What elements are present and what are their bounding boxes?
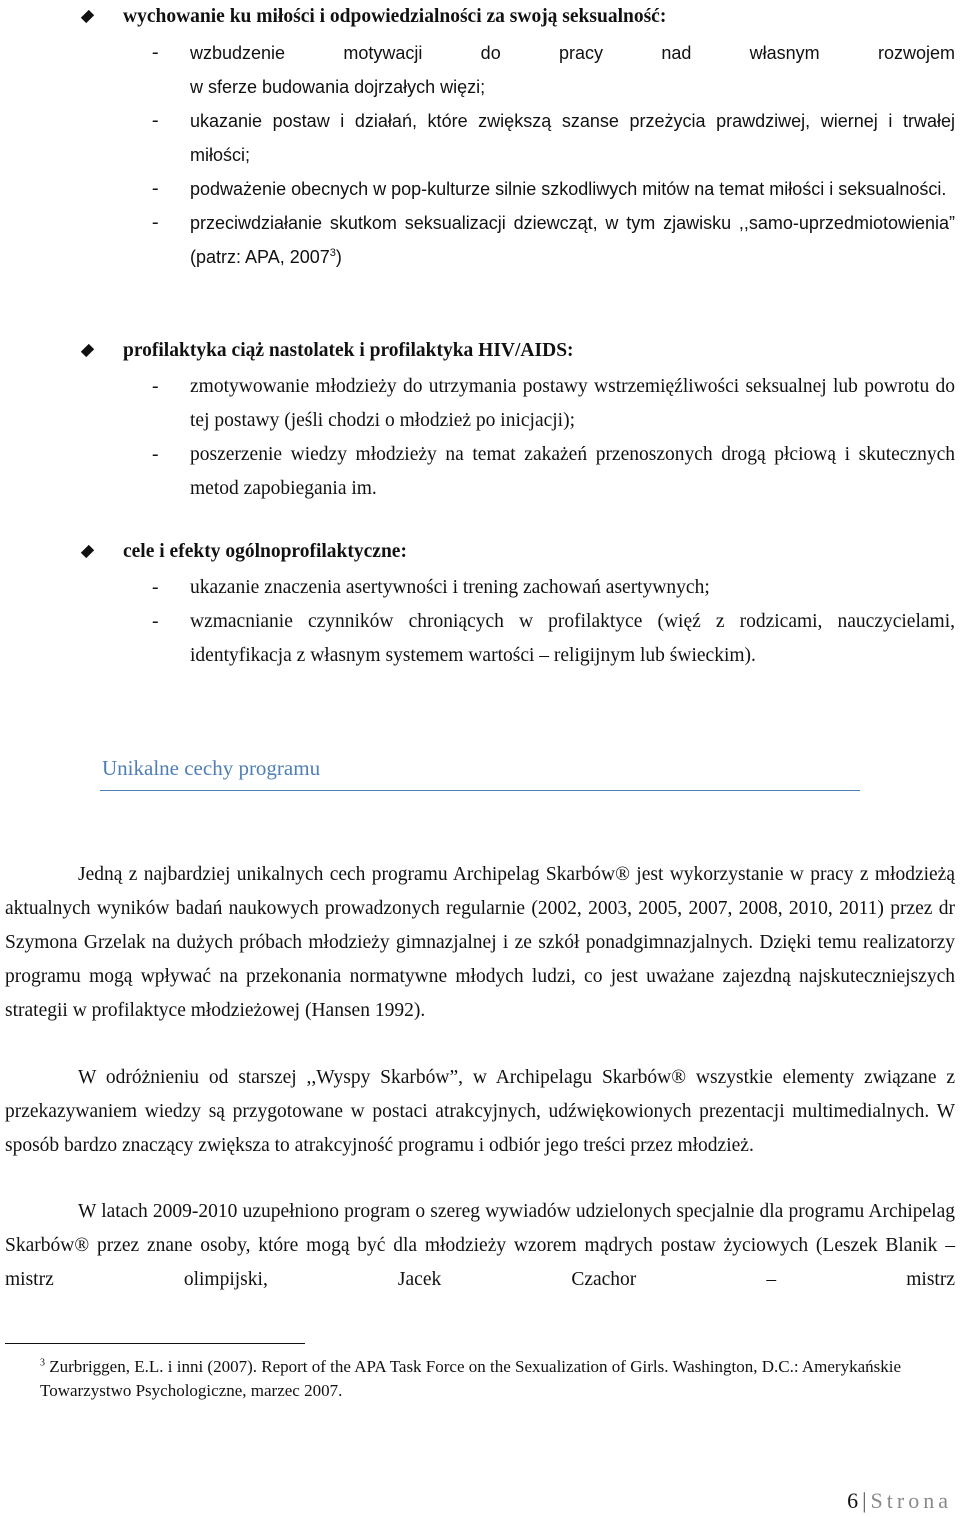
diamond-bullet-icon — [81, 344, 94, 357]
list-item-text-continued: w sferze budowania dojrzałych więzi; — [190, 77, 486, 97]
list-item-text: podważenie obecnych w pop-kulturze silnie szkodliwych mitów na temat miłości i seksualności. — [190, 179, 947, 199]
list-item-text: wzmacnianie czynników chroniących w profilaktyce (więź z rodzicami, nauczycielami, identyfikacja z własnym systemem wartości – religijnym lub świeckim). — [190, 611, 955, 666]
list-item — [152, 104, 955, 172]
footnote-reference[interactable]: 3 — [329, 247, 336, 259]
paragraph-text: W latach 2009-2010 uzupełniono program o szereg wywiadów udzielonych specjalnie dla programu Archipelag Skarbów® przez znane osoby, które mogą być dla młodzieży wzorem mądrych postaw życiowych (Leszek Blanik – mistrz olimpijski, Jacek Czachor – mistrz — [5, 1201, 955, 1290]
list-item — [152, 206, 955, 274]
section-heading: wychowanie ku miłości i odpowiedzialności za swoją seksualność: — [123, 6, 667, 27]
list-item — [152, 172, 955, 206]
list-dash: - — [152, 611, 159, 632]
footnote-number: 3 — [40, 1357, 45, 1369]
list-dash: - — [152, 212, 159, 233]
footnote-text: Zurbriggen, E.L. i inni (2007). Report of the APA Task Force on the Sexualization of Girls. Washington, D.C.: Amerykańskie Towarzystwo Psychologiczne, marzec 2007. — [40, 1357, 901, 1400]
list-dash: - — [152, 376, 159, 397]
section-heading-row — [0, 537, 960, 571]
body-paragraph — [5, 1195, 955, 1297]
list-dash: - — [152, 178, 159, 199]
section-profilaktyka-ciaz — [0, 336, 960, 506]
list-item-text-main: przeciwdziałanie skutkom seksualizacji dziewcząt, w tym zjawisku ,,samo-uprzedmiotowienia” (patrz: APA, 2007 — [190, 213, 955, 267]
paragraph-text: Jedną z najbardziej unikalnych cech programu Archipelag Skarbów® jest wykorzystanie w pracy z młodzieżą aktualnych wyników badań naukowych prowadzonych regularnie (2002, 2003, 2005, 2007, 2008, 2010, 2011) przez dr Szymona Grzelak na dużych próbach młodzieży gimnazjalnej i ze szkół ponadgimnazjalnych. Dzięki temu realizatorzy programu mogą wpływać na przekonania normatywne młodych ludzi, co jest uważane zajezdną najskuteczniejszych strategii w profilaktyce młodzieżowej (Hansen 1992). — [5, 864, 955, 1021]
body-paragraph — [5, 1061, 955, 1163]
page-number: 6 — [847, 1488, 859, 1513]
list-dash: - — [152, 444, 159, 465]
list-item-text: ukazanie znaczenia asertywności i trening zachowań asertywnych; — [190, 577, 710, 598]
heading-underline — [100, 790, 860, 791]
list-dash: - — [152, 577, 159, 598]
list-item — [152, 370, 955, 438]
section-wychowanie — [0, 2, 960, 274]
body-paragraph — [5, 858, 955, 1028]
section-heading-row — [0, 2, 960, 36]
page-footer — [847, 1488, 952, 1514]
list-dash: - — [152, 42, 159, 63]
section-heading-row — [0, 336, 960, 370]
list-item-text — [190, 206, 955, 274]
list-item-text: poszerzenie wiedzy młodzieży na temat zakażeń przenoszonych drogą płciową i skutecznych metod zapobiegania im. — [190, 444, 955, 499]
section-title-unikalne-cechy: Unikalne cechy programu — [102, 756, 321, 780]
list-dash: - — [152, 110, 159, 131]
section-cele-efekty — [0, 537, 960, 673]
list-item-text: ukazanie postaw i działań, które zwiększą szanse przeżycia prawdziwej, wiernej i trwałej miłości; — [190, 111, 955, 165]
footer-label: Strona — [870, 1488, 952, 1513]
list-item-text-tail: ) — [335, 247, 342, 267]
section-heading: profilaktyka ciąż nastolatek i profilaktyka HIV/AIDS: — [123, 340, 574, 361]
section-heading: cele i efekty ogólnoprofilaktyczne: — [123, 541, 407, 562]
list-item — [152, 36, 955, 104]
list-item — [152, 438, 955, 506]
diamond-bullet-icon — [81, 545, 94, 558]
footnote — [40, 1355, 945, 1403]
list-item-text: zmotywowanie młodzieży do utrzymania postawy wstrzemięźliwości seksualnej lub powrotu do tej postawy (jeśli chodzi o młodzież po inicjacji); — [190, 376, 955, 431]
diamond-bullet-icon — [81, 10, 94, 23]
footnote-separator — [5, 1343, 305, 1344]
list-item-text: wzbudzenie motywacji do pracy nad własnym rozwojem — [190, 43, 955, 63]
paragraph-text: W odróżnieniu od starszej ,,Wyspy Skarbów”, w Archipelagu Skarbów® wszystkie elementy związane z przekazywaniem wiedzy są przygotowane w postaci atrakcyjnych, udźwiękowionych prezentacji multimedialnych. W sposób bardzo znaczący zwiększa to atrakcyjność programu i odbiór jego treści przez młodzież. — [5, 1067, 955, 1156]
footer-separator: | — [862, 1488, 867, 1513]
list-item — [152, 605, 955, 673]
list-item — [152, 571, 955, 605]
